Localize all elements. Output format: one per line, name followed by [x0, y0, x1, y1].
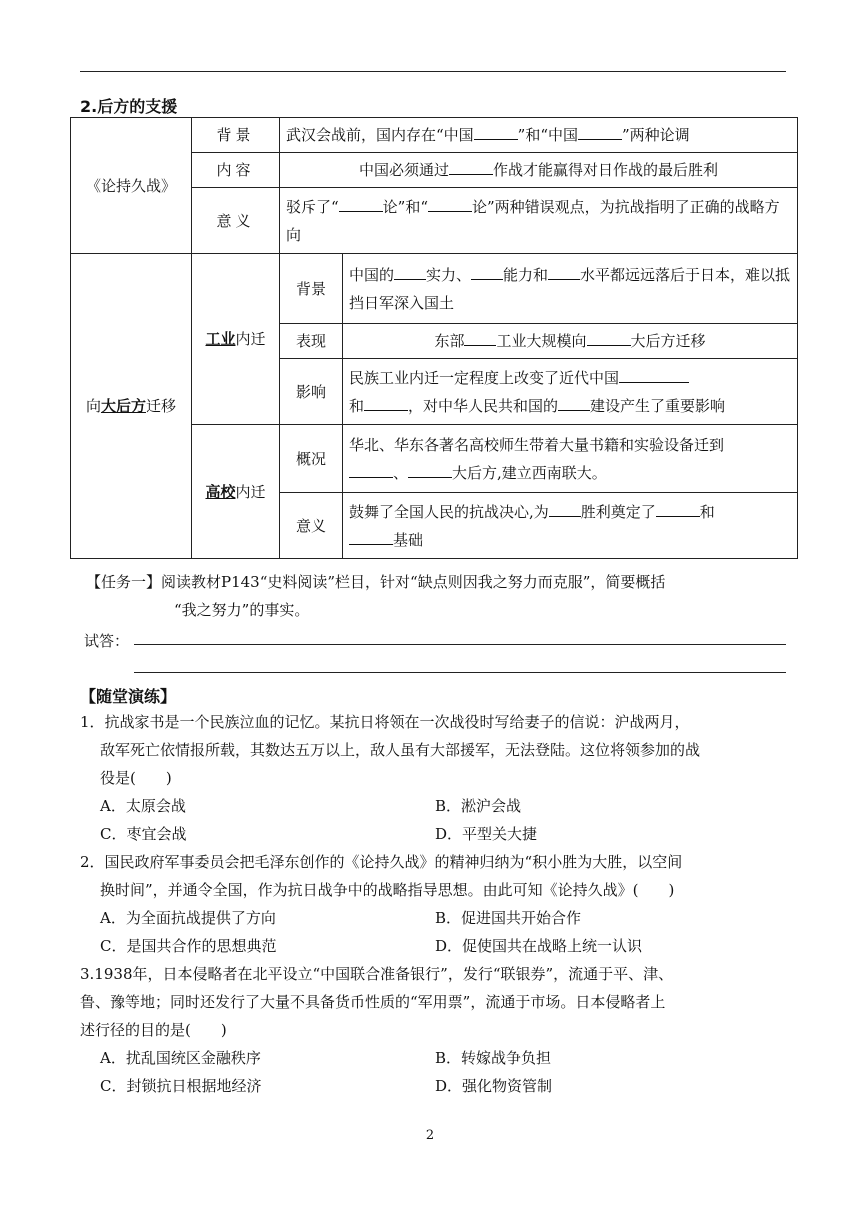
question-stem: 述行径的目的是( ): [80, 1021, 227, 1039]
question-stem: 鲁、豫等地；同时还发行了大量不具备货币性质的“军用票”，流通于市场。日本侵略者上: [80, 993, 666, 1011]
page-number: 2: [425, 1128, 435, 1143]
option-d[interactable]: D．促使国共在战略上统一认识: [435, 937, 643, 955]
col-over-text: 华北、华东各著名高校师生带着大量书籍和实验设备迁到 、 大后方,建立西南联大。: [343, 425, 798, 493]
question-stem: 2．国民政府军事委员会把毛泽东创作的《论持久战》的精神归纳为“积小胜为大胜，以空间: [80, 853, 683, 871]
blank: [464, 327, 496, 346]
option-b[interactable]: B．淞沪会战: [435, 797, 522, 815]
practice-title: 【随堂演练】: [80, 687, 177, 706]
ind-bg-label: 背景: [280, 254, 343, 324]
blank: [548, 261, 580, 280]
lun-content-text: 中国必须通过 作战才能赢得对日作战的最后胜利: [280, 153, 798, 188]
blank: [349, 459, 393, 478]
blank: [349, 526, 393, 545]
task-line1: 【任务一】阅读教材P143“史料阅读”栏目，针对“缺点则因我之努力而克服”，简要概括: [86, 573, 666, 591]
blank: [558, 392, 590, 411]
lun-bg-label: 背景: [192, 118, 280, 153]
blank: [339, 193, 383, 212]
answer-label: 试答：: [84, 632, 130, 650]
questions: [80, 708, 792, 1100]
college-label: 高校内迁: [192, 425, 280, 559]
option-c[interactable]: C．是国共合作的思想典范: [100, 937, 277, 955]
question-stem: 换时间”，并通令全国，作为抗日战争中的战略指导思想。由此可知《论持久战》( ): [100, 881, 675, 899]
lun-bg-text: 武汉会战前，国内存在“中国 ”和“中国 ”两种论调: [280, 118, 798, 153]
blank: [394, 261, 426, 280]
header-rule: [80, 71, 786, 72]
answer-line[interactable]: [134, 644, 786, 645]
blank: [587, 327, 631, 346]
support-table: [70, 117, 798, 559]
blank: [578, 121, 622, 140]
question-2: [80, 848, 792, 960]
task-one: [86, 568, 792, 624]
lun-label: 《论持久战》: [71, 118, 192, 254]
task-line2: “我之努力”的事实。: [174, 601, 310, 619]
option-a[interactable]: A．太原会战: [100, 797, 186, 815]
blank: [428, 193, 472, 212]
option-c[interactable]: C．封锁抗日根据地经济: [100, 1077, 262, 1095]
answer-line[interactable]: [134, 672, 786, 673]
option-a[interactable]: A．为全面抗战提供了方向: [100, 909, 276, 927]
blank: [449, 156, 493, 175]
lun-sig-text: 驳斥了“ 论”和“ 论”两种错误观点，为抗战指明了正确的战略方向: [280, 188, 798, 254]
migrate-label: 向大后方迁移: [71, 254, 192, 559]
blank: [656, 498, 700, 517]
question-stem: 役是( ): [100, 769, 172, 787]
question-stem: 1．抗战家书是一个民族泣血的记忆。某抗日将领在一次战役时写给妻子的信说：沪战两月，: [80, 713, 690, 731]
question-stem: 敌军死亡依情报所载，其数达五万以上，敌人虽有大部援军，无法登陆。这位将领参加的战: [100, 741, 701, 759]
ind-eff-label: 影响: [280, 359, 343, 425]
ind-bg-text: 中国的 实力、 能力和 水平都远远落后于日本，难以抵挡日军深入国土: [343, 254, 798, 324]
blank: [471, 261, 503, 280]
blank: [549, 498, 581, 517]
option-b[interactable]: B．促进国共开始合作: [435, 909, 582, 927]
option-c[interactable]: C．枣宜会战: [100, 825, 187, 843]
blank: [619, 364, 689, 383]
option-d[interactable]: D．平型关大捷: [435, 825, 538, 843]
blank: [364, 392, 408, 411]
col-sig-text: 鼓舞了全国人民的抗战决心,为 胜利奠定了 和 基础: [343, 493, 798, 559]
industry-label: 工业内迁: [192, 254, 280, 425]
blank: [408, 459, 452, 478]
col-sig-label: 意义: [280, 493, 343, 559]
option-a[interactable]: A．扰乱国统区金融秩序: [100, 1049, 261, 1067]
section-title: 2.后方的支援: [80, 97, 178, 116]
option-d[interactable]: D．强化物资管制: [435, 1077, 553, 1095]
lun-sig-label: 意义: [192, 188, 280, 254]
lun-content-label: 内容: [192, 153, 280, 188]
ind-show-text: 东部 工业大规模向 大后方迁移: [343, 324, 798, 359]
blank: [474, 121, 518, 140]
question-3: [80, 960, 792, 1100]
question-stem: 3.1938年，日本侵略者在北平设立“中国联合准备银行”，发行“联银券”，流通于平、津、: [80, 965, 674, 983]
ind-show-label: 表现: [280, 324, 343, 359]
ind-eff-text: 民族工业内迁一定程度上改变了近代中国 和 ，对中华人民共和国的 建设产生了重要影响: [343, 359, 798, 425]
question-1: [80, 708, 792, 848]
col-over-label: 概况: [280, 425, 343, 493]
option-b[interactable]: B．转嫁战争负担: [435, 1049, 552, 1067]
